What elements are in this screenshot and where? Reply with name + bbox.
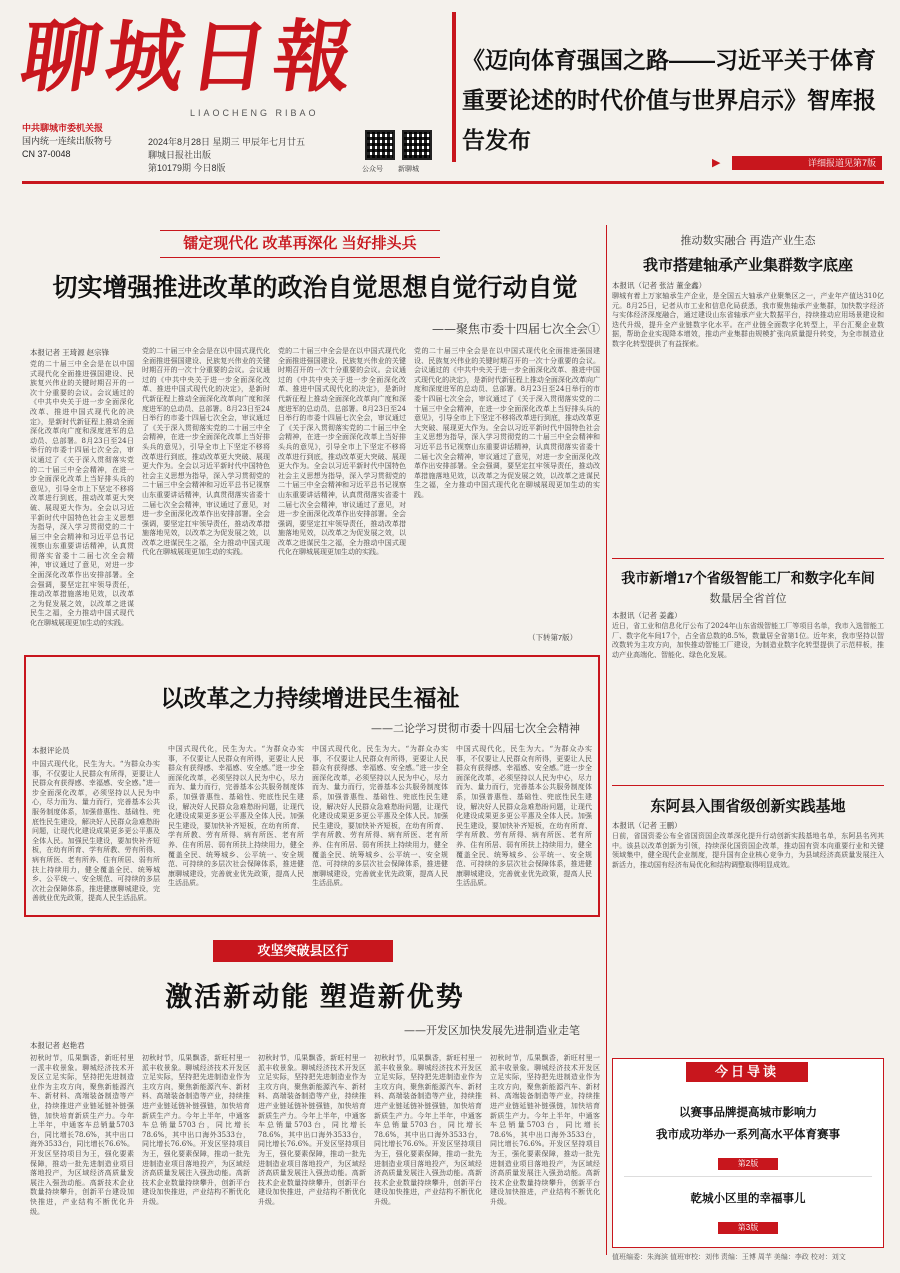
publisher-label: 中共聊城市委机关报: [22, 123, 104, 133]
article-kicker: 推动数实融合 再造产业生态: [680, 235, 816, 247]
article-body: 初秋时节，瓜果飘香，新旺村里一派丰收景象。聊城经济技术开发区立足实际，坚持把先进制造业作为主攻方向，聚焦新能源汽车、新材料、高端装备制造等产业，持续推进产业链延链补链强链，加快培育新质生产力。今年上半年，中通客车总销量5703台，同比增长78.6%，其中出口海外3533台，同比增长76.6%。开发区坚持项目为王，强化要素保障，推动一批先进制造业项目落地投产，为区域经济高质量发展注入强劲动能。高新技术企业数量持续攀升，创新平台建设加快推进，产业结构不断优化升级。: [30, 1054, 134, 1216]
article-body: 中国式现代化，民生为大。“为群众办实事，不仅要让人民群众有所得，更要让人民群众有获得感、幸福感、安全感。”进一步全面深化改革，必须坚持以人民为中心，尽力而为、量力而行，完善基本公共服务制度体系，加强普惠性、基础性、兜底性民生建设，解决好人民群众急难愁盼问题，让现代化建设成果更多更公平惠及全体人民。加强民生建设，要加快补齐短板，在幼有所育、学有所教、劳有所得、病有所医、老有所养、住有所居、弱有所扶上持续用力，健全覆盖全民、统筹城乡、公平统一、安全规范、可持续的多层次社会保障体系，推进健康聊城建设，完善就业优先政策，提高人民生活品质。: [32, 760, 160, 903]
article-body: 聊城有着上万家轴承生产企业，是全国五大轴承产业聚集区之一，产业年产值达310亿元。8月25日，记者从市工业和信息化局获悉，我市聚焦轴承产业集群，加快数字经济与实体经济深度融合，通过建设山东省轴承产业大数据平台，持续推动应用场景建设和迭代升级，提升全产业链数字化水平。在产业链全面数字化转型上，平台汇聚企业数据，帮助企业实现降本增效，推动产业集群由规模扩张向质量提升转变，为全市制造业数字化转型提供了有益探索。: [612, 292, 884, 348]
qr-label: 新聊城: [398, 166, 419, 173]
section-banner: 攻坚突破县区行: [213, 940, 393, 962]
guide-item[interactable]: 以赛事品牌提高城市影响力: [679, 1107, 817, 1119]
publication-info: [22, 122, 112, 161]
cn-number: CN 37-0048: [22, 149, 71, 159]
today-guide-box: [612, 1058, 884, 1248]
qr-code-icon[interactable]: [365, 130, 395, 160]
issue-info: [148, 136, 305, 175]
edition-badge: 第3版: [718, 1222, 778, 1234]
article-body: 日前，省国资委公布全省国资国企改革深化提升行动创新实践基地名单，东阿县名列其中。该县以改革创新为引领，持续深化国资国企改革，推动国有资本向重要行业和关键领域集中，健全现代企业制度，提升国有企业核心竞争力，为县域经济高质量发展注入新活力，推动国有经济布局优化和结构调整取得明显成效。: [612, 832, 884, 869]
continued-note: （下转第7版）: [528, 633, 578, 642]
column-divider: [606, 225, 607, 1255]
article-byline: 本报记者 赵艳君: [30, 1041, 85, 1050]
guide-divider: [624, 1176, 872, 1177]
publisher-group: 聊城日报社出版: [148, 150, 212, 160]
article-body: 近日，省工业和信息化厅公布了2024年山东省级智能工厂等项目名单，我市入选智能工厂、数字化车间17个，占全省总数的8.5%，数量居全省第1位。近年来，我市坚持以智改数转为主攻方向，加快推动智能工厂建设，为制造业数字化转型提供了示范样板，推动产业高端化、智能化、绿色化发展。: [612, 622, 884, 659]
article-body: 党的二十届三中全会是在以中国式现代化全面推进强国建设、民族复兴伟业的关键时期召开的一次十分重要的会议。会议通过的《中共中央关于进一步全面深化改革、推进中国式现代化的决定》，是新时代新征程上推动全面深化改革向广度和深度进军的总动员、总部署。8月23日至24日举行的市委十四届七次全会，审议通过了《关于深入贯彻落实党的二十届三中全会精神，在进一步全面深化改革上当好排头兵的意见》，引导全市上下坚定不移将改革进行到底，推动改革更大突破、展现更大作为。全会以习近平新时代中国特色社会主义思想为指导，深入学习贯彻党的二十届三中全会精神和习近平总书记视察山东重要讲话精神，认真贯彻落实省委十二届七次全会精神，审议通过了意见，对进一步全面深化改革作出安排部署。全会强调，要坚定扛牢领导责任，推动改革措施落地见效，以改革之为促发展之效，以改革之进谋民生之福，全力推动中国式现代化在聊城展现更加生动的实践。: [278, 347, 406, 557]
article-body: 初秋时节，瓜果飘香，新旺村里一派丰收景象。聊城经济技术开发区立足实际，坚持把先进制造业作为主攻方向，聚焦新能源汽车、新材料、高端装备制造等产业，持续推进产业链延链补链强链，加快培育新质生产力。今年上半年，中通客车总销量5703台，同比增长78.6%，其中出口海外3533台，同比增长76.6%。开发区坚持项目为王，强化要素保障，推动一批先进制造业项目落地投产，为区域经济高质量发展注入强劲动能。高新技术企业数量持续攀升，创新平台建设加快推进，产业结构不断优化升级。: [490, 1054, 600, 1206]
qr-label: 公众号: [362, 166, 383, 173]
arrow-right-icon: ▶: [712, 156, 721, 169]
commentary-headline[interactable]: 以改革之力持续增进民生福祉: [160, 685, 460, 711]
article-body: 中国式现代化，民生为大。“为群众办实事，不仅要让人民群众有所得，更要让人民群众有获得感、幸福感、安全感。”进一步全面深化改革，必须坚持以人民为中心，尽力而为、量力而行，完善基本公共服务制度体系，加强普惠性、基础性、兜底性民生建设，解决好人民群众急难愁盼问题，让现代化建设成果更多更公平惠及全体人民。加强民生建设，要加快补齐短板，在幼有所育、学有所教、劳有所得、病有所医、老有所养、住有所居、弱有所扶上持续用力，健全覆盖全民、统筹城乡、公平统一、安全规范、可持续的多层次社会保障体系，推进健康聊城建设，完善就业优先政策，提高人民生活品质。: [168, 745, 304, 888]
guide-item[interactable]: 我市成功举办一系列高水平体育赛事: [656, 1129, 840, 1141]
article-byline: 本报讯（记者 张洁 董金鑫）: [612, 281, 707, 290]
masthead-divider: [22, 181, 884, 184]
section-banner: 镭定现代化 改革再深化 当好排头兵: [160, 230, 440, 258]
article-byline: 本报讯（记者 姜鑫）: [612, 611, 682, 620]
article-byline: 本报讯（记者 王鹏）: [612, 821, 682, 830]
headline-link[interactable]: 详细报道见第7版: [732, 156, 882, 170]
article-body: 初秋时节，瓜果飘香，新旺村里一派丰收景象。聊城经济技术开发区立足实际，坚持把先进制造业作为主攻方向，聚焦新能源汽车、新材料、高端装备制造等产业，持续推进产业链延链补链强链，加快培育新质生产力。今年上半年，中通客车总销量5703台，同比增长78.6%，其中出口海外3533台，同比增长76.6%。开发区坚持项目为王，强化要素保障，推动一批先进制造业项目落地投产，为区域经济高质量发展注入强劲动能。高新技术企业数量持续攀升，创新平台建设加快推进，产业结构不断优化升级。: [258, 1054, 366, 1206]
article-subtitle: 数量居全省首位: [709, 592, 787, 605]
article-body: 党的二十届三中全会是在以中国式现代化全面推进强国建设、民族复兴伟业的关键时期召开的一次十分重要的会议。会议通过的《中共中央关于进一步全面深化改革、推进中国式现代化的决定》，是新时代新征程上推动全面深化改革向广度和深度进军的总动员、总部署。8月23日至24日举行的市委十四届七次全会，审议通过了《关于深入贯彻落实党的二十届三中全会精神，在进一步全面深化改革上当好排头兵的意见》，引导全市上下坚定不移将改革进行到底，推动改革更大突破、展现更大作为。全会以习近平新时代中国特色社会主义思想为指导，深入学习贯彻党的二十届三中全会精神和习近平总书记视察山东重要讲话精神，认真贯彻落实省委十二届七次全会精神，审议通过了意见，对进一步全面深化改革作出安排部署。全会强调，要坚定扛牢领导责任，推动改革措施落地见效，以改革之为促发展之效，以改革之进谋民生之福，全力推动中国式现代化在聊城展现更加生动的实践。: [142, 347, 270, 557]
main-subtitle: ——聚焦市委十四届七次全会①: [431, 322, 600, 336]
article-divider: [612, 785, 884, 786]
article-body: 初秋时节，瓜果飘香，新旺村里一派丰收景象。聊城经济技术开发区立足实际，坚持把先进制造业作为主攻方向，聚焦新能源汽车、新材料、高端装备制造等产业，持续推进产业链延链补链强链，加快培育新质生产力。今年上半年，中通客车总销量5703台，同比增长78.6%，其中出口海外3533台，同比增长76.6%。开发区坚持项目为王，强化要素保障，推动一批先进制造业项目落地投产，为区域经济高质量发展注入强劲动能。高新技术企业数量持续攀升，创新平台建设加快推进，产业结构不断优化升级。: [374, 1054, 482, 1206]
article-headline[interactable]: 我市新增17个省级智能工厂和数字化车间: [621, 570, 875, 586]
article-body: 党的二十届三中全会是在以中国式现代化全面推进强国建设、民族复兴伟业的关键时期召开的一次十分重要的会议。会议通过的《中共中央关于进一步全面深化改革、推进中国式现代化的决定》，是新时代新征程上推动全面深化改革向广度和深度进军的总动员、总部署。8月23日至24日举行的市委十四届七次全会，审议通过了《关于深入贯彻落实党的二十届三中全会精神，在进一步全面深化改革上当好排头兵的意见》，引导全市上下坚定不移将改革进行到底，推动改革更大突破、展现更大作为。全会以习近平新时代中国特色社会主义思想为指导，深入学习贯彻党的二十届三中全会精神和习近平总书记视察山东重要讲话精神，认真贯彻落实省委十二届七次全会精神，审议通过了意见，对进一步全面深化改革作出安排部署。全会强调，要坚定扛牢领导责任，推动改革措施落地见效，以改革之为促发展之效，以改革之进谋民生之福，全力推动中国式现代化在聊城展现更加生动的实践。: [30, 360, 134, 628]
article-byline: 本报记者 王琦源 赵宗锋: [30, 348, 110, 357]
article-headline[interactable]: 东阿县入围省级创新实践基地: [650, 798, 846, 815]
today-guide-header: 今日导读: [686, 1062, 808, 1082]
editorial-credits: 值班编委：朱海滨 值班审校：刘伟 责编：王博 周芊 美编：李政 校对：刘文: [612, 1254, 846, 1261]
article-divider: [612, 558, 884, 559]
article-byline: 本报评论员: [32, 746, 70, 755]
issn-label: 国内统一连续出版物号: [22, 136, 113, 146]
article-body: 党的二十届三中全会是在以中国式现代化全面推进强国建设、民族复兴伟业的关键时期召开的一次十分重要的会议。会议通过的《中共中央关于进一步全面深化改革、推进中国式现代化的决定》，是新时代新征程上推动全面深化改革向广度和深度进军的总动员、总部署。8月23日至24日举行的市委十四届七次全会，审议通过了《关于深入贯彻落实党的二十届三中全会精神，在进一步全面深化改革上当好排头兵的意见》，引导全市上下坚定不移将改革进行到底，推动改革更大突破、展现更大作为。全会以习近平新时代中国特色社会主义思想为指导，深入学习贯彻党的二十届三中全会精神和习近平总书记视察山东重要讲话精神，认真贯彻落实省委十二届七次全会精神，审议通过了意见，对进一步全面深化改革作出安排部署。全会强调，要坚定扛牢领导责任，推动改革措施落地见效，以改革之为促发展之效，以改革之进谋民生之福，全力推动中国式现代化在聊城展现更加生动的实践。: [414, 347, 600, 499]
issue-number: 第10179期 今日8版: [148, 163, 226, 173]
guide-item[interactable]: 乾城小区里的幸福事儿: [690, 1193, 806, 1205]
feature-headline[interactable]: 激活新动能 塑造新优势: [165, 982, 465, 1012]
newspaper-logo: 聊城日報: [15, 12, 365, 103]
article-body: 初秋时节，瓜果飘香，新旺村里一派丰收景象。聊城经济技术开发区立足实际，坚持把先进制造业作为主攻方向，聚焦新能源汽车、新材料、高端装备制造等产业，持续推进产业链延链补链强链，加快培育新质生产力。今年上半年，中通客车总销量5703台，同比增长78.6%，其中出口海外3533台，同比增长76.6%。开发区坚持项目为王，强化要素保障，推动一批先进制造业项目落地投产，为区域经济高质量发展注入强劲动能。高新技术企业数量持续攀升，创新平台建设加快推进，产业结构不断优化升级。: [142, 1054, 250, 1206]
issue-date: 2024年8月28日 星期三 甲辰年七月廿五: [148, 137, 306, 147]
feature-subtitle: ——开发区加快发展先进制造业走笔: [404, 1024, 580, 1037]
article-body: 中国式现代化，民生为大。“为群众办实事，不仅要让人民群众有所得，更要让人民群众有获得感、幸福感、安全感。”进一步全面深化改革，必须坚持以人民为中心，尽力而为、量力而行，完善基本公共服务制度体系，加强普惠性、基础性、兜底性民生建设，解决好人民群众急难愁盼问题，让现代化建设成果更多更公平惠及全体人民。加强民生建设，要加快补齐短板，在幼有所育、学有所教、劳有所得、病有所医、老有所养、住有所居、弱有所扶上持续用力，健全覆盖全民、统筹城乡、公平统一、安全规范、可持续的多层次社会保障体系，推进健康聊城建设，完善就业优先政策，提高人民生活品质。: [456, 745, 592, 888]
article-body: 中国式现代化，民生为大。“为群众办实事，不仅要让人民群众有所得，更要让人民群众有获得感、幸福感、安全感。”进一步全面深化改革，必须坚持以人民为中心，尽力而为、量力而行，完善基本公共服务制度体系，加强普惠性、基础性、兜底性民生建设，解决好人民群众急难愁盼问题，让现代化建设成果更多更公平惠及全体人民。加强民生建设，要加快补齐短板，在幼有所育、学有所教、劳有所得、病有所医、老有所养、住有所居、弱有所扶上持续用力，健全覆盖全民、统筹城乡、公平统一、安全规范、可持续的多层次社会保障体系，推进健康聊城建设，完善就业优先政策，提高人民生活品质。: [312, 745, 448, 888]
headline-title[interactable]: 《迈向体育强国之路——习近平关于体育重要论述的时代价值与世界启示》智库报告发布: [462, 47, 876, 153]
qr-code-icon[interactable]: [402, 130, 432, 160]
logo-pinyin: LIAOCHENG RIBAO: [190, 108, 319, 118]
article-headline[interactable]: 我市搭建轴承产业集群数字底座: [642, 257, 853, 274]
main-headline[interactable]: 切实增强推进改革的政治自觉思想自觉行动自觉: [52, 274, 578, 302]
commentary-subtitle: ——二论学习贯彻市委十四届七次全会精神: [371, 722, 580, 735]
edition-badge: 第2版: [718, 1158, 778, 1170]
